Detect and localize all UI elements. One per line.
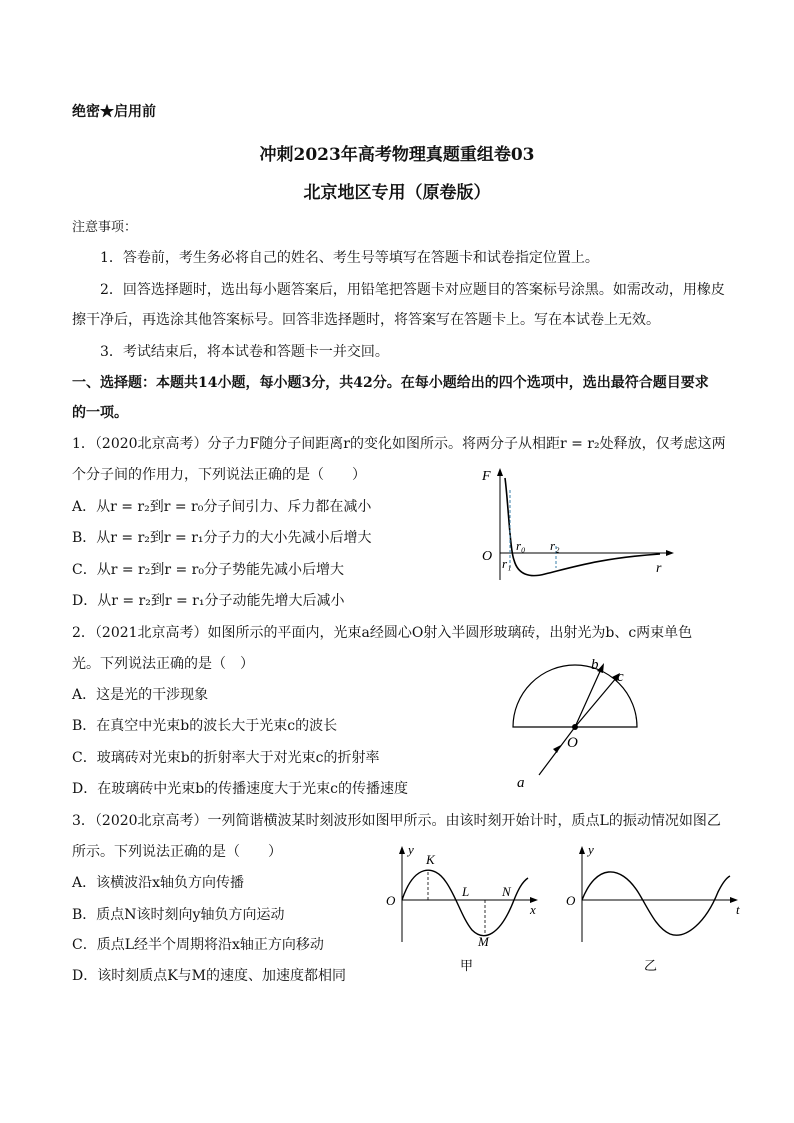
q2-option-d: D．在玻璃砖中光束b的传播速度大于光束c的传播速度 [72,781,409,797]
q1-force-curve [505,478,660,576]
q3-option-a: A．该横波沿x轴负方向传播 [72,875,245,891]
q3-wave-graph-yi [560,842,750,974]
q2-stem-line-2: 光。下列说法正确的是（ ） [72,656,254,672]
q1-option-c: C．从r = r₂到r = r₀分子势能先减小后增大 [72,562,344,578]
q1-y-axis-arrow [497,468,503,476]
q3-yi-y-arrow [579,846,585,854]
q1-r1-label: r₁ [502,556,512,571]
page-subtitle: 北京地区专用（原卷版） [303,183,491,203]
q3-option-b: B．质点N该时刻向y轴负方向运动 [72,907,285,923]
q3-jia-origin-label: O [386,893,396,908]
notes-item-3: 3．考试结束后，将本试卷和答题卡一并交回。 [100,344,389,360]
q2-label-a: a [517,775,525,791]
q1-origin-label: O [482,549,493,564]
q3-jia-wave [402,870,528,935]
confidential-label: 绝密★启用前 [72,104,156,120]
q1-option-d: D．从r = r₂到r = r₁分子动能先增大后减小 [72,593,345,609]
q2-option-c: C．玻璃砖对光束b的折射率大于对光束c的折射率 [72,750,380,766]
q1-stem-line-1: 1．（2020北京高考）分子力F随分子间距离r的变化如图所示。将两分子从相距r = r₂处释放，仅考虑这两 [72,436,726,452]
q1-r2-label: r₂ [550,538,560,553]
q3-option-c: C．质点L经半个周期将沿x轴正方向移动 [72,937,324,953]
q3-wave-graph-jia [382,842,552,974]
q2-option-b: B．在真空中光束b的波长大于光束c的波长 [72,718,338,734]
section-1-heading-line-1: 一、选择题：本题共14小题，每小题3分，共42分。在每小题给出的四个选项中，选出最符合题目要求 [72,375,709,391]
notes-heading: 注意事项： [72,220,138,235]
q2-ray-c [575,677,617,727]
q1-stem-line-2: 个分子间的作用力，下列说法正确的是（ ） [72,467,366,483]
q3-k-label: K [426,852,435,867]
q1-f-label: F [482,469,491,484]
notes-item-2-line-1: 2．回答选择题时，选出每小题答案后，用铅笔把答题卡对应题目的答案标号涂黑。如需改动，用橡皮 [100,282,725,298]
q2-stem-line-1: 2．（2021北京高考）如图所示的平面内，光束a经圆心O射入半圆形玻璃砖，出射光为b、c两束单色 [72,625,693,641]
q3-yi-wave [582,872,730,935]
q3-n-label: N [502,884,511,899]
q3-yi-y-label: y [588,842,594,857]
q3-stem-line-1: 3．（2020北京高考）一列简谐横波某时刻波形如图甲所示。由该时刻开始计时，质点L的振动情况如图乙 [72,813,721,829]
q3-l-label: L [462,884,470,899]
q1-option-a: A．从r = r₂到r = r₀分子间引力、斥力都在减小 [72,499,372,515]
q2-glass-brick-figure [505,655,645,795]
q3-caption-yi: 乙 [644,958,658,973]
q3-caption-jia: 甲 [460,958,474,973]
q3-t-label: t [736,902,740,917]
q3-jia-y-label: y [408,842,414,857]
q2-label-o: O [567,735,578,751]
q3-yi-origin-label: O [566,893,576,908]
q1-option-b: B．从r = r₂到r = r₁分子力的大小先减小后增大 [72,530,372,546]
section-1-heading-line-2: 的一项。 [72,405,128,421]
q1-force-distance-graph [470,460,680,590]
notes-item-2-line-2: 擦干净后，再选涂其他答案标号。回答非选择题时，将答案写在答题卡上。写在本试卷上无效。 [72,312,660,328]
q1-r-axis-label: r [656,561,662,576]
page-title: 冲刺2023年高考物理真题重组卷03 [259,145,535,165]
q3-jia-y-arrow [399,846,405,854]
q1-r0-label: r₀ [516,538,526,553]
q3-stem-line-2: 所示。下列说法正确的是（ ） [72,844,282,860]
q2-label-c: c [617,669,624,685]
q3-x-label: x [530,902,536,917]
notes-item-1: 1．答卷前，考生务必将自己的姓名、考生号等填写在答题卡和试卷指定位置上。 [100,250,599,266]
q2-incident-arrow [553,745,561,753]
q2-label-b: b [591,657,599,673]
q1-x-axis-arrow [666,550,674,556]
q2-ray-b [575,667,602,727]
q2-option-a: A．这是光的干涉现象 [72,687,209,703]
q3-m-label: M [478,934,489,949]
q3-option-d: D．该时刻质点K与M的速度、加速度都相同 [72,968,347,984]
